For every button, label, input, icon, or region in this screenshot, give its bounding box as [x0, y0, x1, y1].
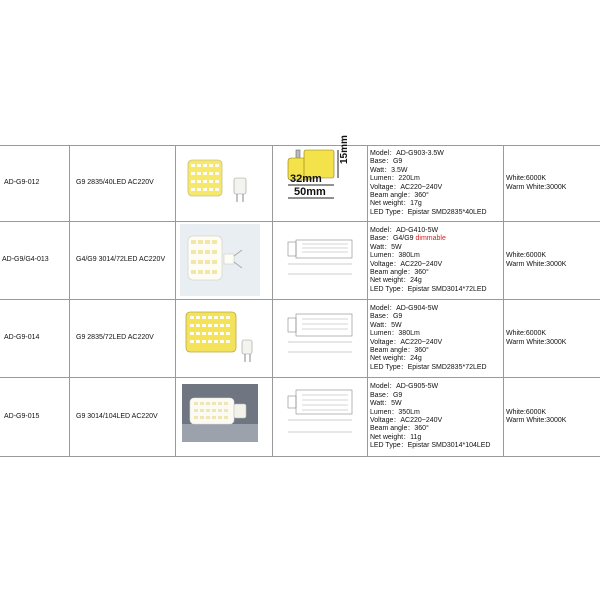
spec-watt: Watt：5W	[370, 243, 402, 251]
spec-lumen: Lumen：380Lm	[370, 252, 420, 260]
table-row	[0, 378, 600, 456]
color-warm-white: Warm White:3000K	[506, 183, 567, 191]
spec-watt: Watt：5W	[370, 400, 402, 408]
dimension-height-label: 15mm	[339, 135, 350, 164]
table-row	[0, 222, 600, 299]
model-code: AD-G9-014	[4, 334, 40, 342]
spec-model: Model：AD-G905-5W	[370, 383, 439, 391]
color-warm-white: Warm White:3000K	[506, 260, 567, 268]
spec-beam-angle: Beam angle：360°	[370, 425, 429, 433]
spec-lumen: Lumen：220Lm	[370, 175, 420, 183]
dimension-width-label: 32mm	[290, 173, 322, 185]
table-row	[0, 135, 600, 221]
product-description: G9 2835/40LED AC220V	[76, 179, 154, 187]
spec-block	[370, 222, 500, 299]
spec-base: Base：G9	[370, 158, 403, 166]
product-description: G4/G9 3014/72LED AC220V	[76, 256, 166, 264]
spec-base: Base：G9	[370, 391, 403, 399]
product-photo	[180, 306, 264, 366]
product-photo	[180, 224, 260, 296]
spec-beam-angle: Beam angle：360°	[370, 191, 429, 199]
color-white: White:6000K	[506, 330, 547, 338]
table-row	[0, 300, 600, 377]
product-description: G9 3014/104LED AC220V	[76, 412, 158, 420]
spec-voltage: Voltage：AC220~240V	[370, 338, 443, 346]
color-temps	[506, 300, 596, 377]
product-photo	[182, 384, 258, 442]
spec-net-weight: Net weight：24g	[370, 277, 422, 285]
spec-net-weight: Net weight：17g	[370, 200, 422, 208]
dimension-drawing	[284, 238, 364, 282]
spec-beam-angle: Beam angle：360°	[370, 346, 429, 354]
spec-lumen: Lumen：350Lm	[370, 408, 420, 416]
spec-net-weight: Net weight：11g	[370, 433, 422, 441]
spec-led-type: LED Type：Epistar SMD3014*72LED	[370, 285, 487, 293]
color-white: White:6000K	[506, 175, 547, 183]
spec-watt: Watt：5W	[370, 321, 402, 329]
product-photo	[182, 156, 252, 206]
dimension-drawing	[284, 312, 364, 356]
spec-led-type: LED Type：Epistar SMD2835*72LED	[370, 363, 487, 371]
color-warm-white: Warm White:3000K	[506, 338, 567, 346]
dimension-length-label: 50mm	[294, 186, 326, 198]
color-temps	[506, 222, 596, 299]
spec-model: Model：AD-G904-5W	[370, 304, 439, 312]
spec-block	[370, 300, 500, 377]
spec-voltage: Voltage：AC220~240V	[370, 183, 443, 191]
spec-block	[370, 146, 500, 221]
table-bottom-border	[0, 456, 600, 457]
spec-net-weight: Net weight：24g	[370, 355, 422, 363]
dimension-drawing	[284, 388, 364, 436]
spec-lumen: Lumen：380Lm	[370, 330, 420, 338]
color-white: White:6000K	[506, 252, 547, 260]
spec-voltage: Voltage：AC220~240V	[370, 260, 443, 268]
spec-base-line	[370, 235, 446, 243]
spec-model: Model：AD-G903-3.5W	[370, 149, 444, 157]
spec-led-type: LED Type：Epistar SMD3014*104LED	[370, 442, 491, 450]
spec-beam-angle: Beam angle：360°	[370, 268, 429, 276]
spec-base: Base：G4/G9	[370, 235, 414, 243]
spec-watt: Watt：3.5W	[370, 166, 408, 174]
spec-voltage: Voltage：AC220~240V	[370, 417, 443, 424]
model-code: AD-G9/G4-013	[2, 256, 49, 264]
color-white: White:6000K	[506, 408, 547, 416]
color-temps	[506, 146, 596, 221]
dimmable-note: dimmable	[413, 235, 446, 243]
spec-base: Base：G9	[370, 313, 403, 321]
spec-block	[370, 378, 500, 456]
spec-model: Model：AD-G410-5W	[370, 226, 439, 234]
model-code: AD-G9-015	[4, 412, 40, 420]
color-temps	[506, 378, 596, 456]
color-warm-white: Warm White:3000K	[506, 417, 567, 424]
spec-led-type: LED Type：Epistar SMD2835*40LED	[370, 208, 487, 216]
product-description: G9 2835/72LED AC220V	[76, 334, 154, 342]
model-code: AD-G9-012	[4, 179, 40, 187]
